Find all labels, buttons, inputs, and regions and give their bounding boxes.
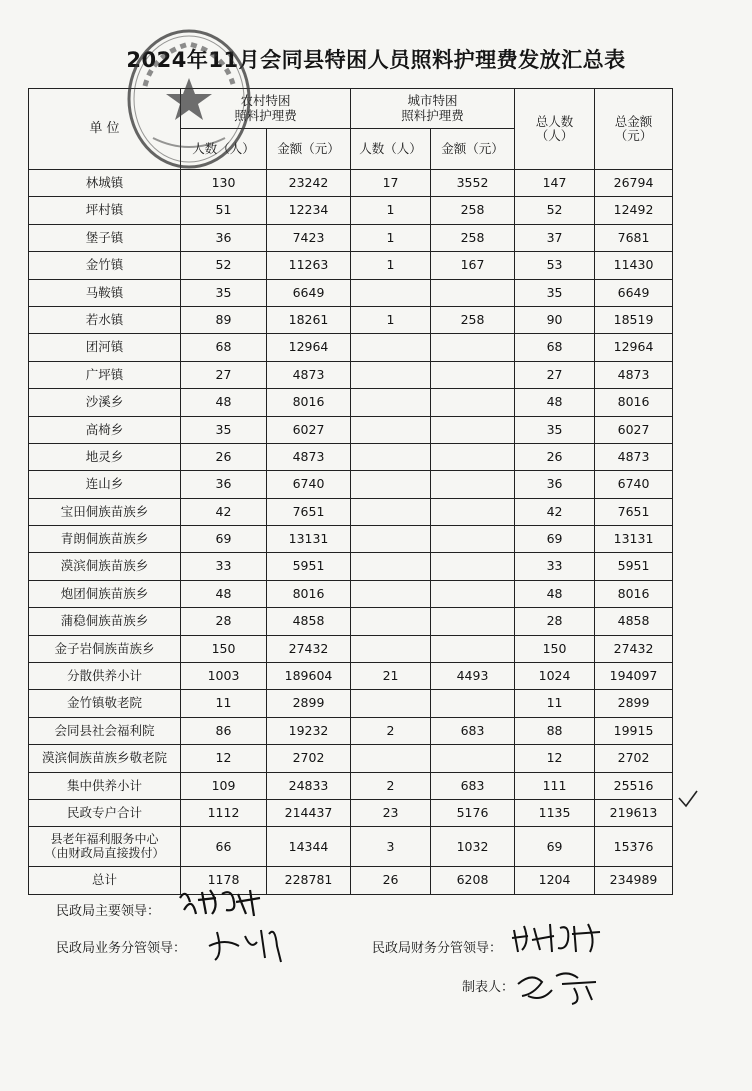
table-row (29, 717, 673, 744)
cell-total-amount: 4873 (595, 361, 673, 388)
cell-rural-people: 89 (181, 306, 267, 333)
cell-total-amount: 12492 (595, 197, 673, 224)
cell-total-people: 52 (515, 197, 595, 224)
cell-rural-amount: 2702 (267, 745, 351, 772)
cell-rural-amount: 19232 (267, 717, 351, 744)
cell-urban-people: 1 (351, 306, 431, 333)
cell-total-amount: 5951 (595, 553, 673, 580)
cell-total-amount: 194097 (595, 663, 673, 690)
table-row (29, 745, 673, 772)
cell-urban-people: 2 (351, 772, 431, 799)
cell-rural-amount: 6027 (267, 416, 351, 443)
cell-total-people: 48 (515, 580, 595, 607)
cell-unit: 堡子镇 (29, 224, 181, 251)
cell-total-people: 1024 (515, 663, 595, 690)
cell-total-amount: 4858 (595, 608, 673, 635)
cell-urban-amount: 5176 (431, 799, 515, 826)
cell-urban-amount (431, 580, 515, 607)
cell-rural-people: 51 (181, 197, 267, 224)
cell-total-people: 53 (515, 252, 595, 279)
cell-rural-people: 42 (181, 498, 267, 525)
table-row (29, 224, 673, 251)
cell-rural-amount: 7423 (267, 224, 351, 251)
cell-rural-people: 12 (181, 745, 267, 772)
cell-unit: 若水镇 (29, 306, 181, 333)
cell-rural-amount: 13131 (267, 526, 351, 553)
cell-rural-amount: 4873 (267, 443, 351, 470)
cell-rural-people: 48 (181, 580, 267, 607)
table-row (29, 526, 673, 553)
cell-unit: 青朗侗族苗族乡 (29, 526, 181, 553)
cell-total-people: 42 (515, 498, 595, 525)
cell-rural-people: 48 (181, 389, 267, 416)
cell-urban-people (351, 389, 431, 416)
cell-total-people: 111 (515, 772, 595, 799)
cell-urban-people (351, 580, 431, 607)
cell-rural-amount: 8016 (267, 389, 351, 416)
table-row (29, 580, 673, 607)
cell-unit: 民政专户合计 (29, 799, 181, 826)
cell-rural-amount: 8016 (267, 580, 351, 607)
cell-rural-people: 35 (181, 416, 267, 443)
cell-unit: 沙溪乡 (29, 389, 181, 416)
cell-total-people: 90 (515, 306, 595, 333)
header-rural-group: 农村特困 照料护理费 (181, 89, 351, 129)
cell-rural-amount: 5951 (267, 553, 351, 580)
cell-total-people: 11 (515, 690, 595, 717)
cell-rural-people: 1178 (181, 867, 267, 894)
header-rural-people: 人数（人） (181, 129, 267, 170)
cell-unit: 漠滨侗族苗族乡 (29, 553, 181, 580)
cell-unit: 总计 (29, 867, 181, 894)
cell-rural-amount: 12234 (267, 197, 351, 224)
cell-total-amount: 6649 (595, 279, 673, 306)
cell-urban-amount (431, 690, 515, 717)
cell-rural-people: 26 (181, 443, 267, 470)
table-row (29, 416, 673, 443)
cell-urban-amount: 258 (431, 224, 515, 251)
cell-urban-people: 1 (351, 197, 431, 224)
table-row (29, 197, 673, 224)
table-row (29, 334, 673, 361)
cell-unit: 广坪镇 (29, 361, 181, 388)
cell-rural-amount: 7651 (267, 498, 351, 525)
table-row (29, 635, 673, 662)
cell-urban-amount (431, 498, 515, 525)
header-total-people: 总人数 （人） (515, 89, 595, 170)
table-row (29, 252, 673, 279)
cell-rural-amount: 18261 (267, 306, 351, 333)
cell-rural-people: 52 (181, 252, 267, 279)
cell-total-people: 26 (515, 443, 595, 470)
cell-unit: 金子岩侗族苗族乡 (29, 635, 181, 662)
header-urban-people: 人数（人） (351, 129, 431, 170)
cell-total-people: 35 (515, 416, 595, 443)
table-row (29, 498, 673, 525)
cell-urban-people: 2 (351, 717, 431, 744)
cell-rural-people: 35 (181, 279, 267, 306)
cell-unit: 金竹镇 (29, 252, 181, 279)
header-rural-amount: 金额（元） (267, 129, 351, 170)
cell-total-amount: 2899 (595, 690, 673, 717)
cell-rural-amount: 2899 (267, 690, 351, 717)
cell-rural-people: 130 (181, 170, 267, 197)
cell-total-amount: 15376 (595, 827, 673, 867)
header-urban-group: 城市特困 照料护理费 (351, 89, 515, 129)
cell-rural-amount: 23242 (267, 170, 351, 197)
cell-unit: 漠滨侗族苗族乡敬老院 (29, 745, 181, 772)
cell-urban-amount: 683 (431, 717, 515, 744)
cell-urban-amount: 3552 (431, 170, 515, 197)
cell-urban-amount: 258 (431, 197, 515, 224)
cell-urban-people (351, 443, 431, 470)
cell-unit: 金竹镇敬老院 (29, 690, 181, 717)
cell-rural-people: 11 (181, 690, 267, 717)
cell-urban-amount (431, 361, 515, 388)
page-title: 2024年11月会同县特困人员照料护理费发放汇总表 (126, 48, 626, 72)
cell-urban-people: 1 (351, 252, 431, 279)
cell-total-amount: 13131 (595, 526, 673, 553)
cell-urban-people (351, 690, 431, 717)
header-urban-amount: 金额（元） (431, 129, 515, 170)
cell-total-amount: 8016 (595, 389, 673, 416)
cell-total-amount: 11430 (595, 252, 673, 279)
cell-urban-people: 3 (351, 827, 431, 867)
table-row (29, 361, 673, 388)
cell-urban-people (351, 416, 431, 443)
cell-rural-amount: 4873 (267, 361, 351, 388)
cell-rural-amount: 4858 (267, 608, 351, 635)
cell-total-people: 88 (515, 717, 595, 744)
cell-urban-people (351, 745, 431, 772)
table-row (29, 471, 673, 498)
cell-total-amount: 25516 (595, 772, 673, 799)
cell-total-people: 28 (515, 608, 595, 635)
table-row (29, 608, 673, 635)
table-row (29, 867, 673, 894)
cell-rural-amount: 27432 (267, 635, 351, 662)
cell-urban-amount (431, 471, 515, 498)
cell-total-amount: 26794 (595, 170, 673, 197)
cell-total-people: 36 (515, 471, 595, 498)
cell-rural-people: 109 (181, 772, 267, 799)
cell-unit: 地灵乡 (29, 443, 181, 470)
cell-total-amount: 2702 (595, 745, 673, 772)
cell-urban-amount (431, 443, 515, 470)
cell-total-people: 12 (515, 745, 595, 772)
cell-unit: 蒲稳侗族苗族乡 (29, 608, 181, 635)
cell-urban-amount (431, 416, 515, 443)
cell-rural-amount: 228781 (267, 867, 351, 894)
cell-urban-amount (431, 279, 515, 306)
cell-total-people: 35 (515, 279, 595, 306)
main-leader-label: 民政局主要领导： (56, 904, 161, 919)
cell-total-amount: 7651 (595, 498, 673, 525)
cell-total-people: 150 (515, 635, 595, 662)
cell-urban-amount (431, 608, 515, 635)
cell-rural-people: 27 (181, 361, 267, 388)
cell-urban-people (351, 334, 431, 361)
cell-urban-people (351, 279, 431, 306)
main-leader-signature-icon (176, 884, 266, 920)
cell-rural-amount: 11263 (267, 252, 351, 279)
preparer-signature-icon (512, 966, 604, 1006)
table-row (29, 827, 673, 867)
cell-rural-amount: 24833 (267, 772, 351, 799)
cell-urban-people: 17 (351, 170, 431, 197)
cell-rural-amount: 214437 (267, 799, 351, 826)
cell-rural-people: 1112 (181, 799, 267, 826)
cell-total-amount: 6027 (595, 416, 673, 443)
cell-unit: 炮团侗族苗族乡 (29, 580, 181, 607)
business-leader-signature-icon (205, 924, 295, 964)
finance-leader-signature-icon (510, 920, 606, 956)
cell-rural-amount: 6649 (267, 279, 351, 306)
cell-total-people: 1135 (515, 799, 595, 826)
cell-rural-people: 86 (181, 717, 267, 744)
cell-unit: 分散供养小计 (29, 663, 181, 690)
cell-urban-amount: 1032 (431, 827, 515, 867)
cell-unit: 团河镇 (29, 334, 181, 361)
cell-total-amount: 27432 (595, 635, 673, 662)
cell-unit: 连山乡 (29, 471, 181, 498)
cell-unit: 县老年福利服务中心 （由财政局直接拨付） (29, 827, 181, 867)
cell-total-amount: 219613 (595, 799, 673, 826)
cell-total-amount: 4873 (595, 443, 673, 470)
cell-urban-amount (431, 389, 515, 416)
preparer-label: 制表人： (462, 980, 515, 995)
cell-urban-amount: 258 (431, 306, 515, 333)
cell-rural-people: 68 (181, 334, 267, 361)
cell-rural-people: 33 (181, 553, 267, 580)
cell-urban-amount: 4493 (431, 663, 515, 690)
table-row (29, 389, 673, 416)
table-row (29, 170, 673, 197)
cell-rural-people: 150 (181, 635, 267, 662)
cell-unit: 林城镇 (29, 170, 181, 197)
cell-urban-people (351, 553, 431, 580)
cell-urban-amount (431, 745, 515, 772)
cell-urban-people (351, 471, 431, 498)
cell-total-people: 1204 (515, 867, 595, 894)
check-mark-icon (676, 788, 700, 810)
table-row (29, 553, 673, 580)
cell-total-people: 69 (515, 526, 595, 553)
cell-unit: 集中供养小计 (29, 772, 181, 799)
cell-urban-people (351, 361, 431, 388)
cell-urban-people (351, 526, 431, 553)
table-row (29, 772, 673, 799)
header-unit: 单 位 (29, 89, 181, 170)
cell-total-people: 27 (515, 361, 595, 388)
cell-total-people: 147 (515, 170, 595, 197)
cell-rural-people: 1003 (181, 663, 267, 690)
cell-total-amount: 7681 (595, 224, 673, 251)
cell-urban-people: 21 (351, 663, 431, 690)
cell-urban-amount: 6208 (431, 867, 515, 894)
cell-urban-people: 1 (351, 224, 431, 251)
cell-total-people: 69 (515, 827, 595, 867)
cell-total-amount: 18519 (595, 306, 673, 333)
table-row (29, 306, 673, 333)
cell-unit: 坪村镇 (29, 197, 181, 224)
cell-rural-amount: 12964 (267, 334, 351, 361)
cell-rural-people: 69 (181, 526, 267, 553)
header-total-amount: 总金额 （元） (595, 89, 673, 170)
cell-rural-amount: 6740 (267, 471, 351, 498)
cell-rural-people: 28 (181, 608, 267, 635)
cell-total-amount: 234989 (595, 867, 673, 894)
cell-total-amount: 19915 (595, 717, 673, 744)
cell-total-people: 68 (515, 334, 595, 361)
cell-rural-amount: 189604 (267, 663, 351, 690)
cell-unit: 会同县社会福利院 (29, 717, 181, 744)
cell-unit: 宝田侗族苗族乡 (29, 498, 181, 525)
cell-urban-amount (431, 553, 515, 580)
cell-rural-people: 36 (181, 224, 267, 251)
cell-urban-amount (431, 526, 515, 553)
cell-unit: 高椅乡 (29, 416, 181, 443)
table-row (29, 690, 673, 717)
cell-total-amount: 12964 (595, 334, 673, 361)
cell-total-amount: 6740 (595, 471, 673, 498)
cell-rural-people: 66 (181, 827, 267, 867)
cell-urban-amount: 167 (431, 252, 515, 279)
cell-urban-amount (431, 635, 515, 662)
official-seal-icon (123, 26, 255, 172)
table-row (29, 443, 673, 470)
cell-total-people: 33 (515, 553, 595, 580)
finance-leader-label: 民政局财务分管领导： (372, 941, 503, 956)
cell-total-people: 37 (515, 224, 595, 251)
cell-total-amount: 8016 (595, 580, 673, 607)
table-row (29, 799, 673, 826)
cell-total-people: 48 (515, 389, 595, 416)
table-row (29, 279, 673, 306)
cell-urban-amount: 683 (431, 772, 515, 799)
cell-urban-people: 26 (351, 867, 431, 894)
cell-urban-amount (431, 334, 515, 361)
cell-urban-people (351, 635, 431, 662)
summary-table (28, 88, 673, 895)
cell-urban-people (351, 498, 431, 525)
cell-rural-amount: 14344 (267, 827, 351, 867)
business-leader-label: 民政局业务分管领导： (56, 941, 187, 956)
table-row (29, 663, 673, 690)
cell-urban-people (351, 608, 431, 635)
cell-unit: 马鞍镇 (29, 279, 181, 306)
cell-urban-people: 23 (351, 799, 431, 826)
cell-rural-people: 36 (181, 471, 267, 498)
